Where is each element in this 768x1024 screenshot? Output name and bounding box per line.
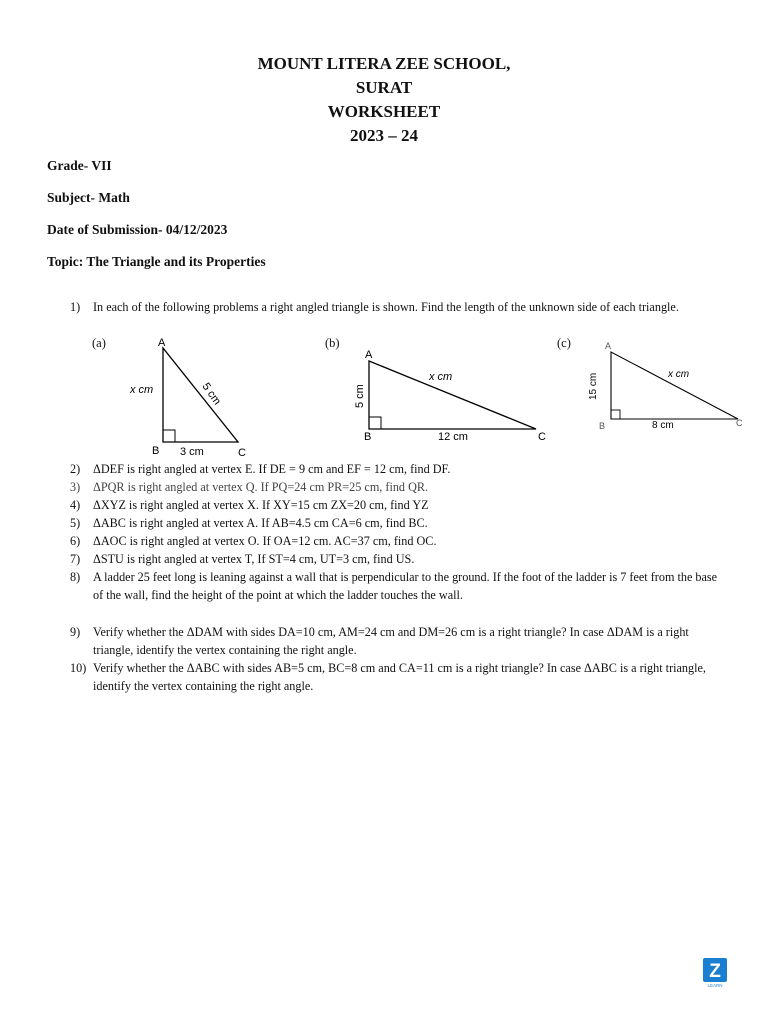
question-number: 8) [70,570,81,584]
question-number: 6) [70,534,81,548]
hypotenuse-label: x cm [429,371,453,383]
right-angle-mark-a [163,430,175,442]
question-10 [70,660,730,695]
question-text: ΔPQR is right angled at vertex Q. If PQ=24 cm PR=25 cm, find QR. [93,480,429,494]
question-text: ΔXYZ is right angled at vertex X. If XY=15 cm ZX=20 cm, find YZ [93,498,429,512]
question-6 [70,533,730,551]
question-text: ΔAOC is right angled at vertex O. If OA=12 cm. AC=37 cm, find OC. [93,534,437,548]
vertex-b-label: B [364,431,372,443]
question-4 [70,497,730,515]
figure-label-c: (c) [557,336,571,350]
triangle-shape-b [369,361,536,429]
question-5 [70,515,730,533]
vertex-c-label: C [538,431,546,443]
base-label: 12 cm [438,431,468,443]
question-text: A ladder 25 feet long is leaning against a wall that is perpendicular to the ground. If the foot of the ladder is 7 feet from the base of the wall, find the height of the point at which the ladder touches the wall. [93,570,718,602]
question-number: 2) [70,462,81,476]
question-2 [70,461,730,479]
base-label: 3 cm [180,446,204,458]
vertex-a-label: A [605,341,612,351]
subject-label: Subject- Math [47,190,130,205]
question-text: ΔABC is right angled at vertex A. If AB=4.5 cm CA=6 cm, find BC. [93,516,428,530]
question-text: ΔSTU is right angled at vertex T, If ST=4 cm, UT=3 cm, find US. [93,552,415,566]
vertex-c-label: C [736,418,743,428]
topic-label: Topic: The Triangle and its Properties [47,254,266,269]
school-name: MOUNT LITERA ZEE SCHOOL, [257,54,511,73]
hypotenuse-label: 5 cm [199,380,224,408]
figure-label-b: (b) [325,336,340,350]
triangle-shape-c [611,352,738,419]
question-text: ΔDEF is right angled at vertex E. If DE = 9 cm and EF = 12 cm, find DF. [93,462,451,476]
logo-letter: Z [709,961,721,982]
side-ab-label: x cm [130,384,154,396]
question-number: 10) [70,661,87,675]
vertex-b-label: B [599,421,606,431]
academic-year: 2023 – 24 [350,126,418,145]
question-number: 3) [70,480,81,494]
question-3 [70,479,730,497]
worksheet-header [0,52,768,148]
vertex-b-label: B [152,445,160,457]
question-number: 9) [70,625,81,639]
question-7 [70,551,730,569]
triangle-figure-c [590,338,750,438]
triangle-figure-b [350,346,560,446]
submission-date-label: Date of Submission- 04/12/2023 [47,222,228,237]
question-text: Verify whether the ΔDAM with sides DA=10 cm, AM=24 cm and DM=26 cm is a right triangle? In case ΔDAM is a right triangle, identify the vertex containing the right angle. [93,625,689,657]
question-1 [70,299,730,317]
grade-label: Grade- VII [47,158,112,173]
side-ab-label: 15 cm [588,372,599,400]
question-number: 4) [70,498,81,512]
question-8 [70,569,730,604]
question-number: 1) [70,300,81,314]
triangle-shape-a [163,348,238,442]
hypotenuse-label: x cm [668,369,690,380]
question-number: 5) [70,516,81,530]
right-angle-mark-c [611,410,620,419]
vertex-c-label: C [238,447,246,459]
base-label: 8 cm [652,420,674,431]
zee-learn-logo [703,958,727,988]
school-city: SURAT [355,78,413,97]
vertex-a-label: A [365,349,373,361]
question-text: In each of the following problems a right angled triangle is shown. Find the length of the unknown side of each triangle. [93,300,679,314]
logo-caption: LEARN [707,983,723,988]
document-type: WORKSHEET [327,102,441,121]
figure-label-a: (a) [92,336,106,350]
side-ab-label: 5 cm [354,384,366,408]
question-9 [70,624,730,659]
right-angle-mark-b [369,417,381,429]
vertex-a-label: A [158,337,166,349]
question-text: Verify whether the ΔABC with sides AB=5 cm, BC=8 cm and CA=11 cm is a right triangle? In case ΔABC is a right triangle, identify the vertex containing the right angle. [93,661,706,693]
triangle-figure-a [120,334,260,460]
question-number: 7) [70,552,81,566]
